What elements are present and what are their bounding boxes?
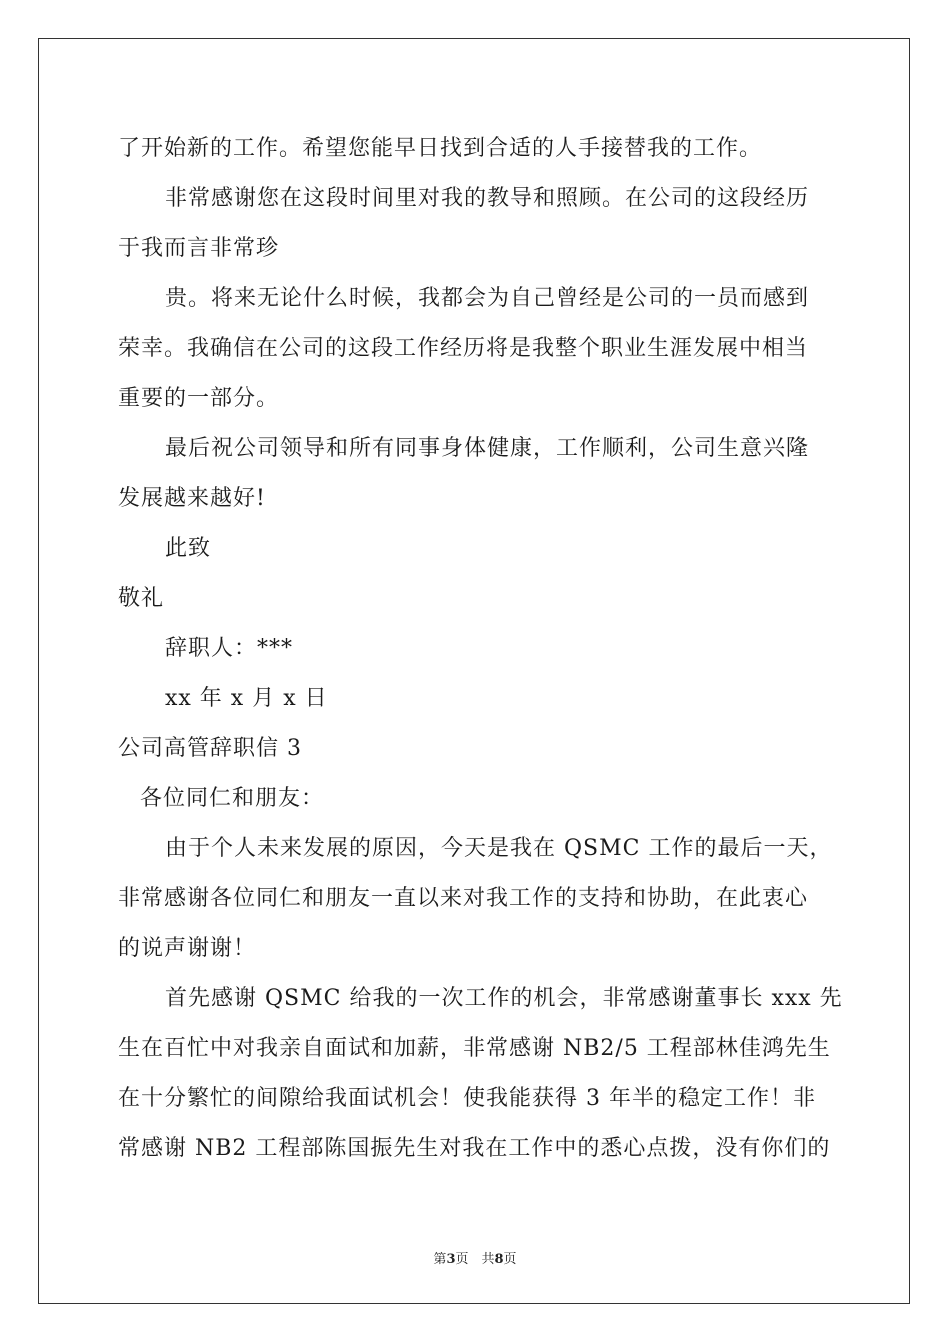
text-line: 贵。将来无论什么时候，我都会为自己曾经是公司的一员而感到 bbox=[165, 286, 810, 311]
footer-suffix: 页 bbox=[503, 1252, 517, 1267]
text-line: 在十分繁忙的间隙给我面试机会！使我能获得 3 年半的稳定工作！非 bbox=[118, 1086, 816, 1111]
text-line: 于我而言非常珍 bbox=[118, 236, 280, 261]
text-line: 最后祝公司领导和所有同事身体健康，工作顺利，公司生意兴隆 bbox=[165, 436, 810, 461]
section-title: 公司高管辞职信 3 bbox=[118, 736, 302, 761]
signature-line: 辞职人：*** bbox=[165, 636, 294, 661]
text-line: 重要的一部分。 bbox=[118, 386, 280, 411]
text-line: 非常感谢您在这段时间里对我的教导和照顾。在公司的这段经历 bbox=[165, 186, 810, 211]
text-line: 非常感谢各位同仁和朋友一直以来对我工作的支持和协助，在此衷心 bbox=[118, 886, 809, 911]
text-line: 首先感谢 QSMC 给我的一次工作的机会，非常感谢董事长 xxx 先 bbox=[165, 986, 843, 1011]
text-line: 发展越来越好! bbox=[118, 486, 266, 511]
text-line: 由于个人未来发展的原因，今天是我在 QSMC 工作的最后一天， bbox=[165, 836, 833, 861]
text-line: 了开始新的工作。希望您能早日找到合适的人手接替我的工作。 bbox=[118, 136, 763, 161]
page-footer bbox=[0, 1248, 950, 1267]
page-total: 8 bbox=[494, 1252, 504, 1267]
closing-respect: 敬礼 bbox=[118, 586, 165, 611]
page-border bbox=[38, 38, 910, 1304]
text-line: 生在百忙中对我亲自面试和加薪，非常感谢 NB2/5 工程部林佳鸿先生 bbox=[118, 1036, 831, 1061]
greeting: 各位同仁和朋友： bbox=[140, 786, 325, 811]
text-line: 的说声谢谢！ bbox=[118, 936, 257, 961]
closing-salutation: 此致 bbox=[165, 536, 212, 561]
page-number: 3 bbox=[446, 1252, 456, 1267]
date-line: xx 年 x 月 x 日 bbox=[165, 686, 328, 711]
text-line: 常感谢 NB2 工程部陈国振先生对我在工作中的悉心点拨，没有你们的 bbox=[118, 1136, 831, 1161]
footer-mid: 页 共 bbox=[455, 1252, 495, 1267]
text-line: 荣幸。我确信在公司的这段工作经历将是我整个职业生涯发展中相当 bbox=[118, 336, 809, 361]
footer-prefix: 第 bbox=[433, 1252, 447, 1267]
